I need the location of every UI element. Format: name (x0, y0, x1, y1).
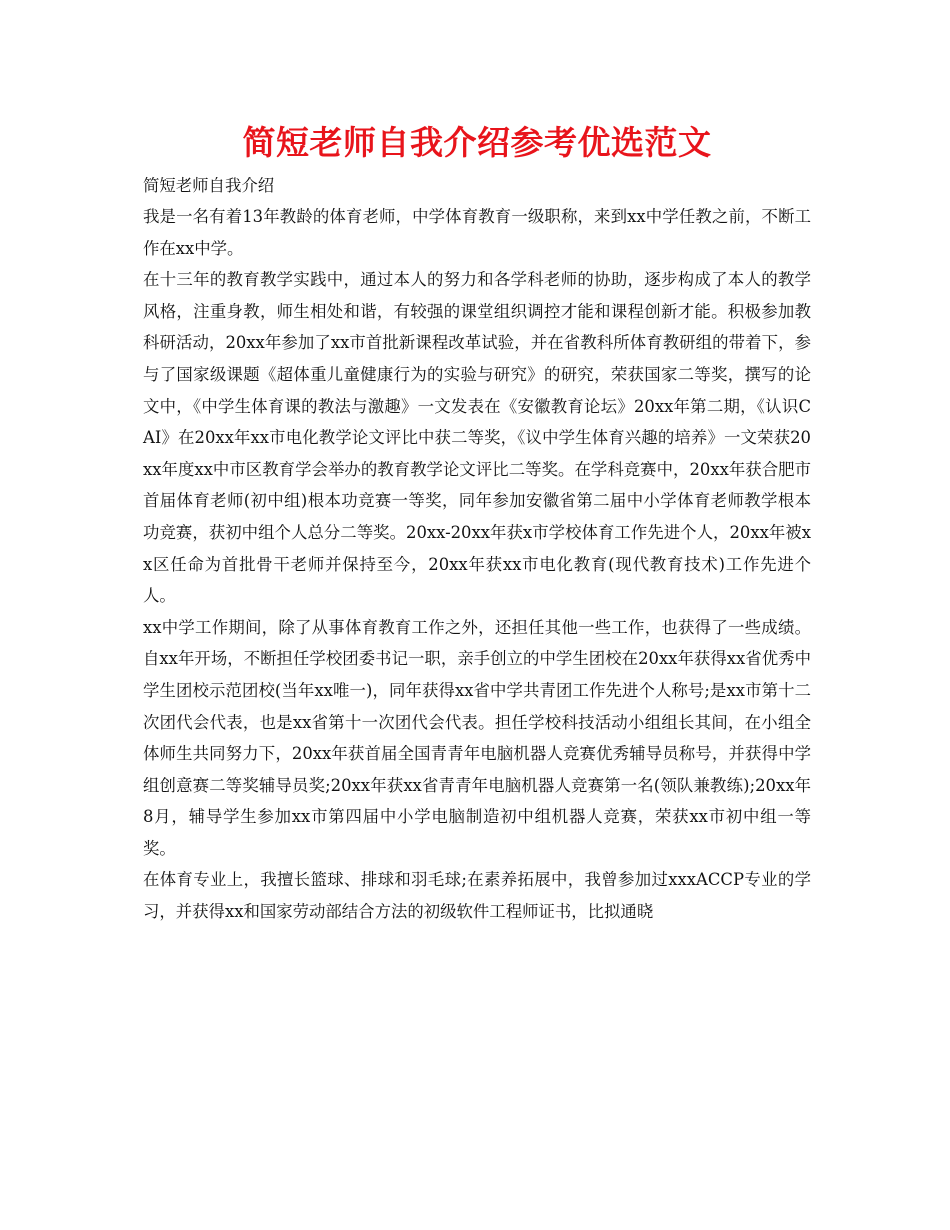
paragraph-school-work: xx中学工作期间，除了从事体育教育工作之外，还担任其他一些工作，也获得了一些成绩。自xx年开场，不断担任学校团委书记一职，亲手创立的中学生团校在20xx年获得xx省优秀中学生团校示范团校(当年xx唯一)，同年获得xx省中学共青团工作先进个人称号;是xx市第十二次团代会代表，也是xx省第十一次团代会代表。担任学校科技活动小组组长其间，在小组全体师生共同努力下，20xx年获首届全国青青年电脑机器人竞赛优秀辅导员称号，并获得中学组创意赛二等奖辅导员奖;20xx年获xx省青青年电脑机器人竞赛第一名(领队兼教练);20xx年8月，辅导学生参加xx市第四届中小学电脑制造初中组机器人竞赛，荣获xx市初中组一等奖。 (143, 617, 811, 858)
paragraph-specialties: 在体育专业上，我擅长篮球、排球和羽毛球;在素养拓展中，我曾参加过xxxACCP专业的学习，并获得xx和国家劳动部结合方法的初级软件工程师证书，比拟通晓 (143, 870, 811, 922)
paragraph-intro: 我是一名有着13年教龄的体育老师，中学体育教育一级职称，来到xx中学任教之前，不断工作在xx中学。 (143, 207, 811, 258)
paragraph-teaching-experience: 在十三年的教育教学实践中，通过本人的努力和各学科老师的协助，逐步构成了本人的教学风格，注重身教，师生相处和谐，有较强的课堂组织调控才能和课程创新才能。积极参加教科研活动，20xx年参加了xx市首批新课程改革试验，并在省教科所体育教研组的带着下，参与了国家级课题《超体重儿童健康行为的实验与研究》的研究，荣获国家二等奖，撰写的论文中，《中学生体育课的教法与激趣》一文发表在《安徽教育论坛》20xx年第二期，《认识CAI》在20xx年xx市电化教学论文评比中获二等奖，《议中学生体育兴趣的培养》一文荣获20xx年度xx中市区教育学会举办的教育教学论文评比二等奖。在学科竞赛中，20xx年获合肥市首届体育老师(初中组)根本功竞赛一等奖，同年参加安徽省第二届中小学体育老师教学根本功竞赛，获初中组个人总分二等奖。20xx-20xx年获x市学校体育工作先进个人，20xx年被xx区任命为首批骨干老师并保持至今，20xx年获xx市电化教育(现代教育技术)工作先进个人。 (143, 270, 811, 606)
document-title: 简短老师自我介绍参考优选范文 (242, 123, 712, 162)
document-subtitle: 简短老师自我介绍 (143, 176, 275, 195)
document-page (143, 0, 811, 928)
